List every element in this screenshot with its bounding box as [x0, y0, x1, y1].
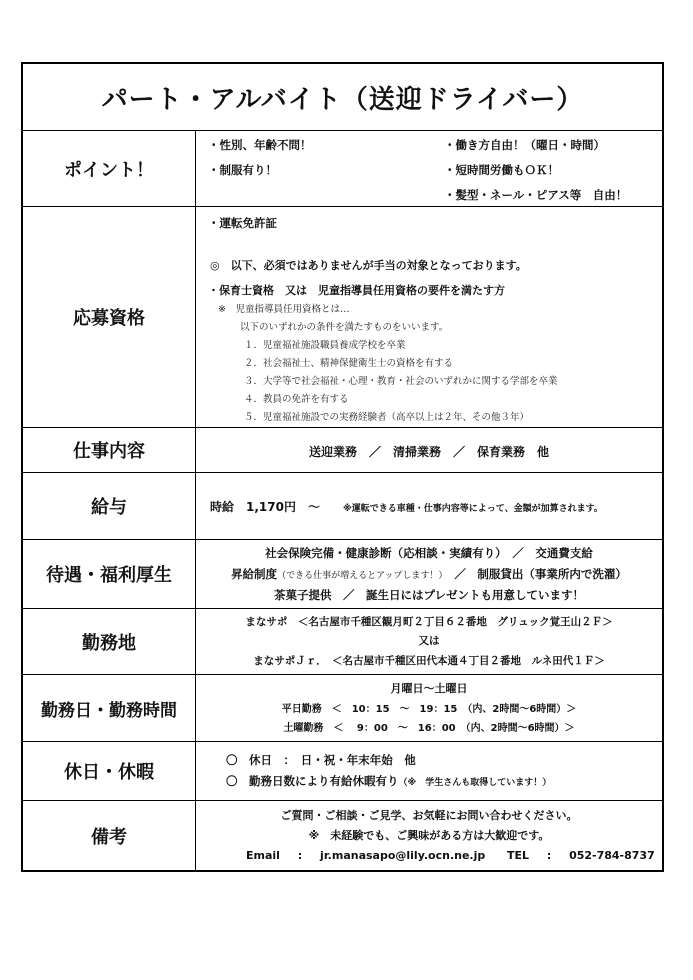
label-point: ポイント！ [23, 131, 196, 206]
page-title: パート・アルバイト（送迎ドライバー） [23, 64, 662, 131]
condition-item: ５．児童福祉施設での実務経験者（高卒以上は２年、その他３年） [244, 412, 530, 423]
hourly-wage: 時給 1,170円 ～ [210, 500, 320, 514]
job-duties: 送迎業務 ／ 清掃業務 ／ 保育業務 他 [308, 445, 549, 459]
contact-line: Email : jr.manasapo@lily.ocn.ne.jp TEL : 052-784-8737 [246, 849, 655, 862]
welfare-line: 茶菓子提供 ／ 誕生日にはプレゼントも用意しています！ [273, 588, 585, 602]
condition-item: ４．教員の免許を有する [244, 394, 349, 405]
license-requirement: ・運転免許証 [208, 216, 277, 230]
welfare-line [196, 566, 662, 582]
label-hours: 勤務日・勤務時間 [23, 675, 196, 741]
row-location [23, 609, 662, 675]
welfare-line: 社会保険完備・健康診断（応相談・実績有り） ／ 交通費支給 [265, 546, 593, 560]
condition-item: １．児童福祉施設職員養成学校を卒業 [244, 340, 406, 351]
email-label: Email [246, 849, 280, 862]
row-point [23, 131, 662, 207]
label-salary: 給与 [23, 473, 196, 539]
content-remarks [196, 801, 662, 871]
row-welfare [23, 540, 662, 609]
raise-note: （できる仕事が増えるとアップします！） [277, 571, 443, 581]
row-qualification [23, 207, 662, 428]
holiday-line: 〇 休日 ： 日・祝・年末年始 他 [226, 753, 416, 767]
content-salary [196, 473, 662, 539]
row-salary [23, 473, 662, 540]
content-job [196, 428, 662, 472]
allowance-notice: ◎ 以下、必須ではありませんが手当の対象となっております。 [210, 259, 527, 272]
job-posting-sheet [21, 62, 664, 872]
point-item: ・短時間労働もＯＫ！ [444, 163, 559, 177]
remarks-line: ご質問・ご相談・ご見学、お気軽にお問い合わせください。 [280, 809, 578, 822]
remarks-line: ※ 未経験でも、ご興味がある方は大歓迎です。 [308, 829, 550, 842]
condition-item: ２．社会福祉士、精神保健衛生士の資格を有する [244, 358, 454, 369]
weekday-hours: 平日勤務 ＜ 10：15 ～ 19：15 （内、2時間～6時間）＞ [281, 704, 577, 715]
email-address[interactable]: jr.manasapo@lily.ocn.ne.jp [320, 849, 486, 862]
row-hours [23, 675, 662, 742]
uniform-loan: ／ 制服貸出（事業所内で洗濯） [442, 567, 627, 581]
paid-leave-note: （※ 学生さんも取得しています！） [398, 778, 552, 788]
point-item: ・髪型・ネール・ピアス等 自由！ [444, 188, 628, 202]
row-job [23, 428, 662, 473]
note-sub: 以下のいずれかの条件を満たすものをいいます。 [240, 322, 449, 333]
tel-label: TEL [506, 849, 529, 862]
location-line: まなサポＪｒ． ＜名古屋市千種区田代本通４丁目２番地 ルネ田代１Ｆ＞ [253, 655, 605, 667]
point-item: ・制服有り！ [208, 163, 277, 177]
saturday-hours: 土曜勤務 ＜ 9：00 ～ 16：00 （内、2時間～6時間）＞ [283, 723, 575, 734]
label-welfare: 待遇・福利厚生 [23, 540, 196, 608]
location-or: 又は [418, 635, 440, 647]
location-line: まなサポ ＜名古屋市千種区観月町２丁目６２番地 グリュック覚王山２Ｆ＞ [245, 616, 613, 628]
nursery-qualification: ・保育士資格 又は 児童指導員任用資格の要件を満たす方 [208, 284, 505, 297]
holiday-line [226, 773, 551, 789]
label-holiday: 休日・休暇 [23, 742, 196, 800]
content-point [196, 131, 662, 206]
point-item: ・働き方自由！（曜日・時間） [444, 138, 605, 152]
condition-item: ３．大学等で社会福祉・心理・教育・社会のいずれかに関する学部を卒業 [244, 376, 558, 387]
paid-leave: 〇 勤務日数により有給休暇有り [226, 774, 399, 788]
point-item: ・性別、年齢不問！ [208, 138, 312, 152]
label-qualification: 応募資格 [23, 207, 196, 427]
label-remarks: 備考 [23, 801, 196, 871]
tel-number[interactable]: 052-784-8737 [569, 849, 655, 862]
content-location [196, 609, 662, 674]
note-head: ※ 児童指導員任用資格とは… [218, 304, 350, 315]
content-hours [196, 675, 662, 741]
label-job: 仕事内容 [23, 428, 196, 472]
content-qualification [196, 207, 662, 427]
label-location: 勤務地 [23, 609, 196, 674]
row-holiday [23, 742, 662, 801]
content-welfare [196, 540, 662, 608]
work-days: 月曜日～土曜日 [390, 682, 468, 695]
raise-system: 昇給制度 [231, 567, 278, 581]
salary-note: ※運転できる車種・仕事内容等によって、金額が加算されます。 [343, 504, 603, 514]
content-holiday [196, 742, 662, 800]
row-remarks [23, 801, 662, 871]
